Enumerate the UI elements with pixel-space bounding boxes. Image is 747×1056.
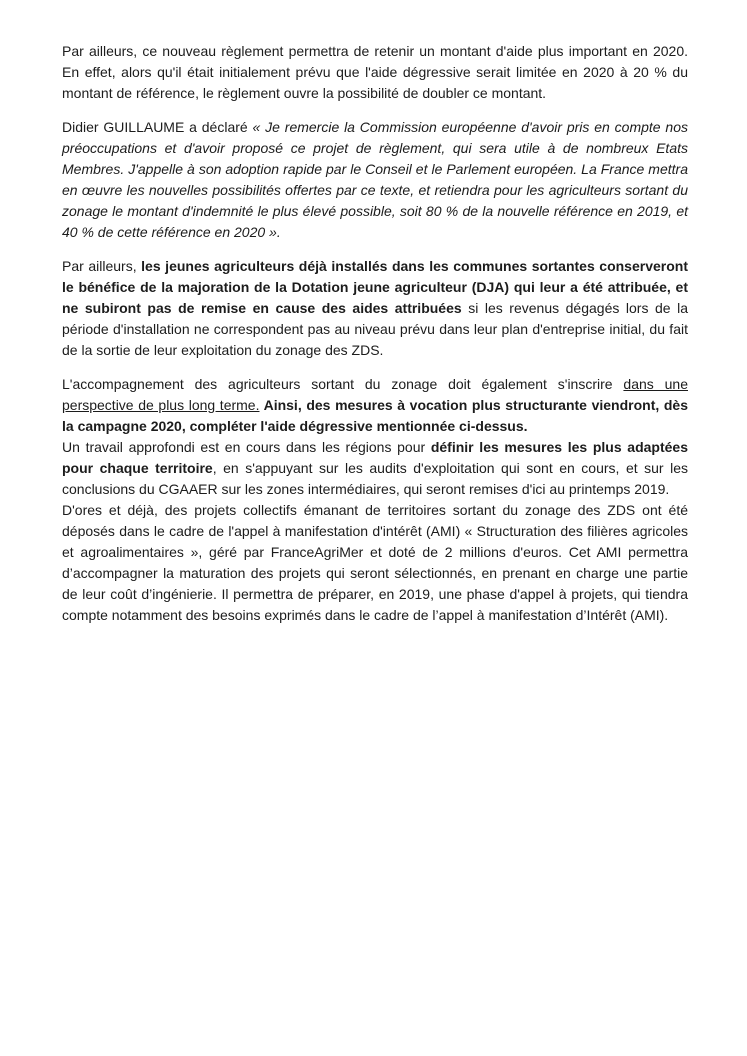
paragraph-ami-projects bbox=[62, 500, 688, 626]
accompaniment-underlined-text: dans une perspective de plus long terme. bbox=[62, 376, 688, 413]
ami-projects-text: D'ores et déjà, des projets collectifs émanant de territoires sortant du zonage des ZDS ont été déposés dans le cadre de l'appel à manifestation d'intérêt (AMI) « Structuration des filières agricoles et agroalimentaires », géré par FranceAgriMer et doté de 2 millions d'euros. Cet AMI permettra d’accompagner la maturation des projets qui seront sélectionnés, en prenant en charge une partie de leur coût d’ingénierie. Il permettra de préparer, en 2019, une phase d'appel à projets, qui tiendra compte notamment des besoins exprimés dans le cadre de l’appel à manifestation d’Intérêt (AMI). bbox=[62, 502, 688, 623]
young-farmers-rest: si les revenus dégagés lors de la période d'installation ne correspondent pas au niveau prévu dans leur plan d'entreprise initial, du fait de la sortie de leur exploitation du zonage des ZDS. bbox=[62, 300, 689, 358]
paragraph-young-farmers bbox=[62, 256, 688, 361]
paragraph-aid-amount-2020-text: Par ailleurs, ce nouveau règlement permettra de retenir un montant d'aide plus important en 2020. En effet, alors qu'il était initialement prévu que l'aide dégressive serait limitée en 2020 à 20 % du montant de référence, le règlement ouvre la possibilité de doubler ce montant. bbox=[62, 43, 688, 101]
paragraph-aid-amount-2020 bbox=[62, 41, 688, 104]
regional-work-lead: Un travail approfondi est en cours dans les régions pour bbox=[62, 439, 431, 455]
accompaniment-bold-text: Ainsi, des mesures à vocation plus structurante viendront, dès la campagne 2020, compléter l'aide dégressive mentionnée ci-dessus. bbox=[62, 397, 688, 434]
paragraph-accompaniment bbox=[62, 374, 688, 437]
regional-work-rest: , en s'appuyant sur les audits d'exploitation qui sont en cours, et sur les conclusions du CGAAER sur les zones intermédiaires, qui seront remises d'ici au printemps 2019. bbox=[62, 460, 688, 497]
regional-work-bold-text: définir les mesures les plus adaptées pour chaque territoire bbox=[62, 439, 688, 476]
young-farmers-bold-text: les jeunes agriculteurs déjà installés dans les communes sortantes conserveront le bénéfice de la majoration de la Dotation jeune agriculteur (DJA) qui leur a été attribuée, et ne subiront pas de remise en cause des aides attribuées bbox=[62, 258, 688, 316]
minister-quote-italic-text: « Je remercie la Commission européenne d'avoir pris en compte nos préoccupations et d'avoir proposé ce projet de règlement, qui sera utile à de nombreux Etats Membres. J'appelle à son adoption rapide par le Conseil et le Parlement européen. La France mettra en œuvre les nouvelles possibilités offertes par ce texte, et retiendra pour les agriculteurs sortant du zonage le montant d'indemnité le plus élevé possible, soit 80 % de la nouvelle référence en 2019, et 40 % de cette référence en 2020 ». bbox=[62, 119, 688, 240]
minister-quote-intro: Didier GUILLAUME a déclaré bbox=[62, 119, 253, 135]
young-farmers-lead: Par ailleurs, bbox=[62, 258, 142, 274]
paragraph-regional-work bbox=[62, 437, 688, 500]
paragraph-minister-quote bbox=[62, 117, 688, 243]
accompaniment-lead: L'accompagnement des agriculteurs sortant du zonage doit également s'inscrire bbox=[62, 376, 624, 392]
